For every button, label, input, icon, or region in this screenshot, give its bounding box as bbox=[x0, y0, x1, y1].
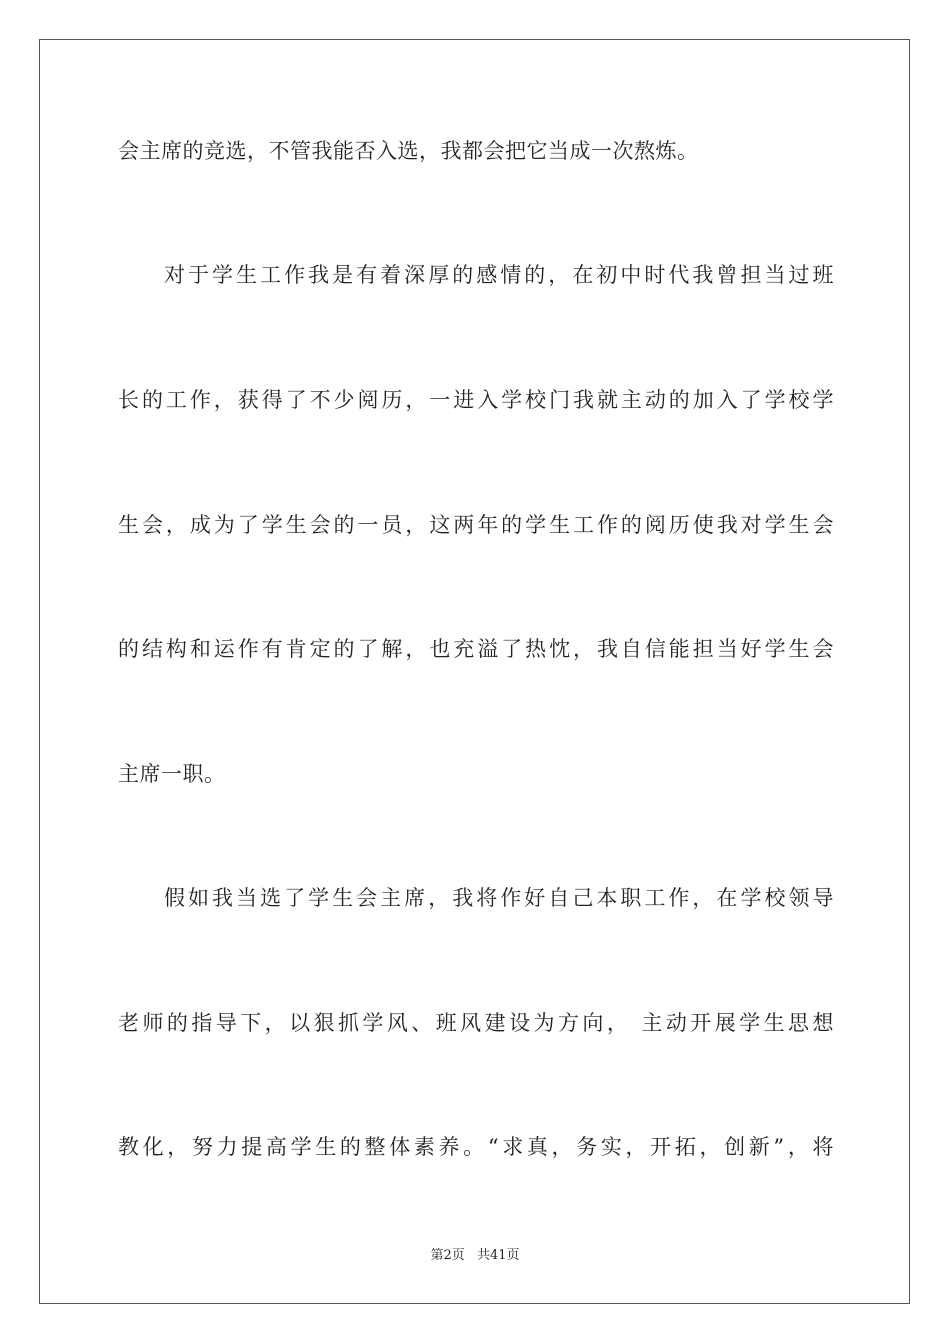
page-number: 第2页 bbox=[430, 1248, 465, 1263]
page-footer bbox=[0, 1247, 950, 1265]
text-line: 老师的指导下，以狠抓学风、班风建设为方向， 主动开展学生思想 bbox=[118, 1011, 834, 1035]
text-line: 会主席的竞选，不管我能否入选，我都会把它当成一次熬炼。 bbox=[118, 139, 699, 163]
text-line: 长的工作，获得了不少阅历，一进入学校门我就主动的加入了学校学 bbox=[118, 388, 834, 412]
text-line: 教化，努力提高学生的整体素养。“求真，务实，开拓，创新”，将 bbox=[118, 1135, 834, 1159]
paragraph-first-line: 对于学生工作我是有着深厚的感情的，在初中时代我曾担当过班 bbox=[164, 263, 834, 287]
page-border bbox=[39, 39, 910, 1304]
paragraph-first-line: 假如我当选了学生会主席，我将作好自己本职工作，在学校领导 bbox=[164, 886, 834, 910]
text-line: 主席一职。 bbox=[118, 762, 226, 786]
text-line: 生会，成为了学生会的一员，这两年的学生工作的阅历使我对学生会 bbox=[118, 513, 834, 537]
page-total: 共41页 bbox=[476, 1248, 520, 1263]
text-line: 的结构和运作有肯定的了解，也充溢了热忱，我自信能担当好学生会 bbox=[118, 637, 834, 661]
